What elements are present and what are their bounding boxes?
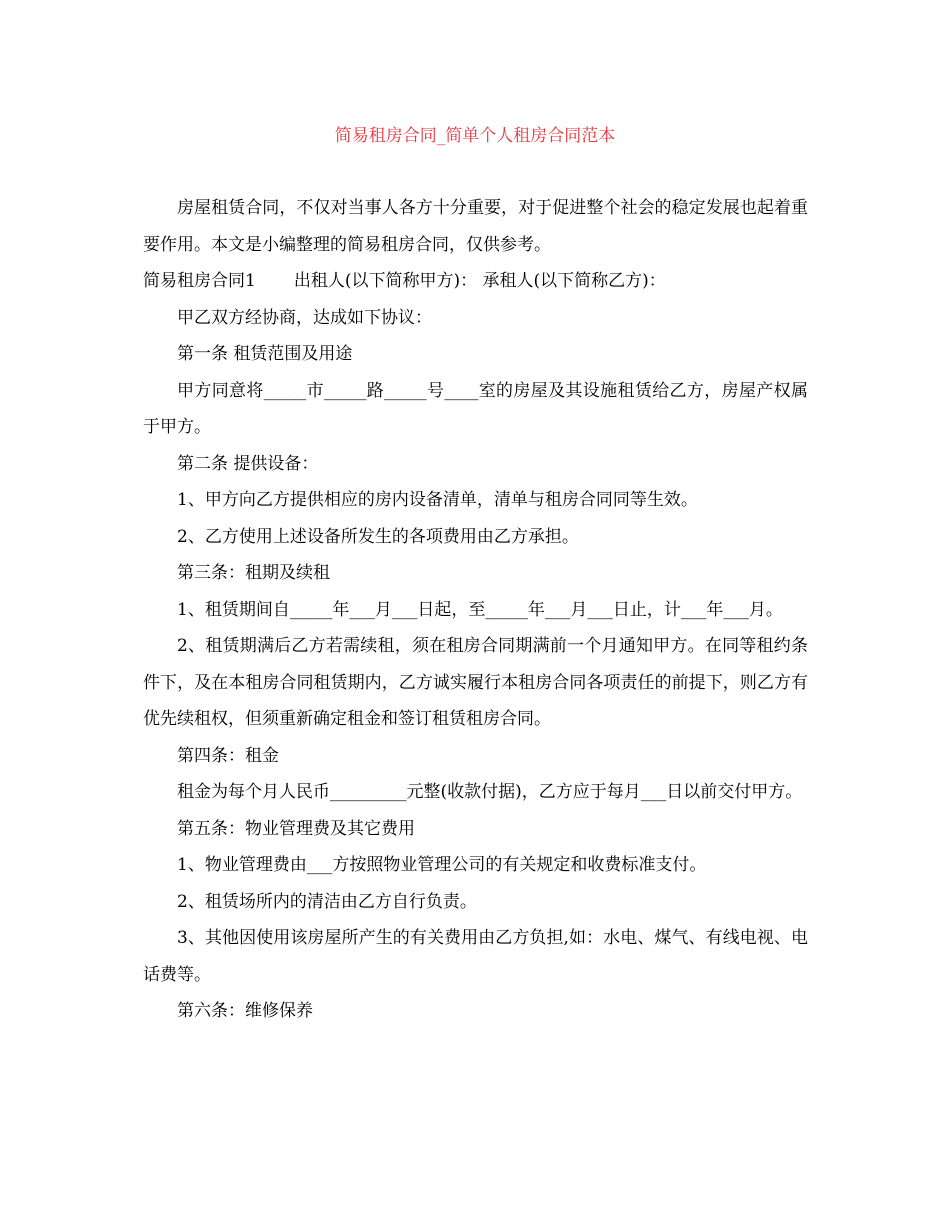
article-3-title: 第三条：租期及续租 xyxy=(177,563,330,583)
article-5-item-1: 1、物业管理费由___方按照物业管理公司的有关规定和收费标准支付。 xyxy=(177,855,707,875)
document-body xyxy=(143,190,808,1030)
intro-paragraph: 房屋租赁合同，不仅对当事人各方十分重要，对于促进整个社会的稳定发展也起着重要作用。本文是小编整理的简易租房合同，仅供参考。 xyxy=(143,198,808,255)
article-3-item-2: 2、租赁期满后乙方若需续租，须在租房合同期满前一个月通知甲方。在同等租约条件下，及在本租房合同租赁期内，乙方诚实履行本租房合同各项责任的前提下，则乙方有优先续租权，但须重新确定租金和签订租赁租房合同。 xyxy=(143,636,808,729)
article-6-title: 第六条：维修保养 xyxy=(177,1001,313,1021)
parties-line: 出租人(以下简称甲方)： 承租人(以下简称乙方)： xyxy=(293,271,666,291)
article-1-body: 甲方同意将_____市_____路_____号____室的房屋及其设施租赁给乙方，房屋产权属于甲方。 xyxy=(143,380,808,437)
article-5-title: 第五条：物业管理费及其它费用 xyxy=(177,818,415,839)
article-4-title: 第四条：租金 xyxy=(177,745,279,766)
article-2-item-1: 1、甲方向乙方提供相应的房内设备清单，清单与租房合同同等生效。 xyxy=(177,490,698,510)
article-5-item-2: 2、租赁场所内的清洁由乙方自行负责。 xyxy=(177,891,477,912)
article-1-title: 第一条 租赁范围及用途 xyxy=(177,344,353,364)
agreement-paragraph: 甲乙双方经协商，达成如下协议： xyxy=(177,307,432,328)
article-2-item-2: 2、乙方使用上述设备所发生的各项费用由乙方承担。 xyxy=(177,526,579,547)
article-3-item-1: 1、租赁期间自_____年___月___日起，至_____年___月___日止，计___年___月。 xyxy=(177,599,783,620)
document-title: 简易租房合同_简单个人租房合同范本 xyxy=(334,126,616,146)
article-4-body: 租金为每个月人民币_________元整(收款付据)，乙方应于每月___日以前交付甲方。 xyxy=(177,782,803,802)
contract-heading-line xyxy=(143,263,808,300)
article-5-item-3: 3、其他因使用该房屋所产生的有关费用由乙方负担,如：水电、煤气、有线电视、电话费等。 xyxy=(143,928,808,985)
contract-heading: 简易租房合同1 xyxy=(143,271,256,291)
article-2-title: 第二条 提供设备： xyxy=(177,453,319,474)
